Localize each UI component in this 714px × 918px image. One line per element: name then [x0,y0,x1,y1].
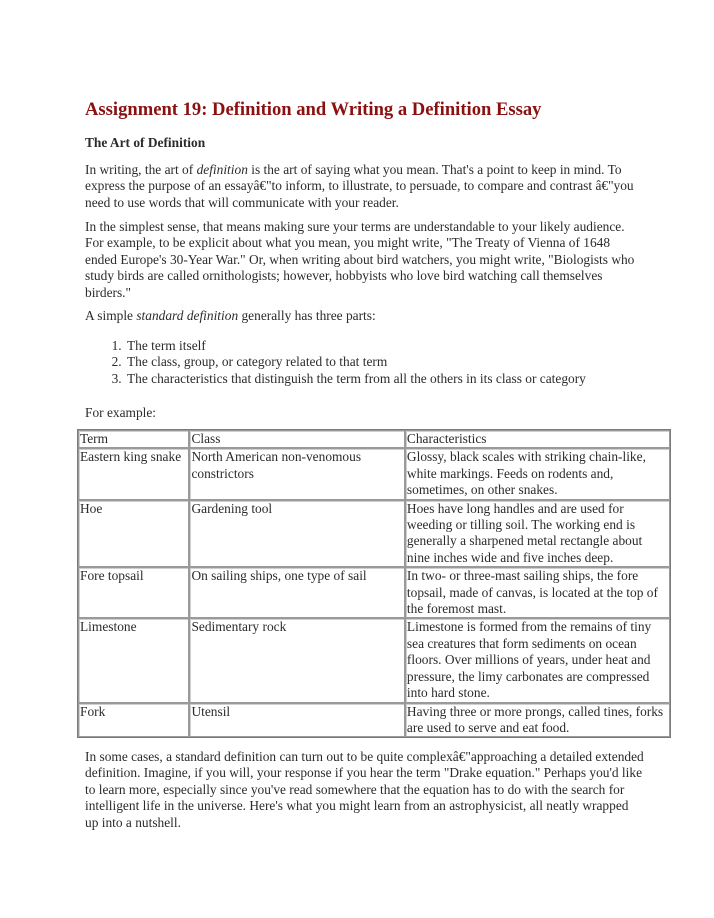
intro-text-end: is the art of saying what you mean. That's a point to keep in mind. To express the purpose of an essayâ€"to inform, to illustrate, to persuade, to compare and contrast â€"you need to use words that will communicate with your reader. [85,162,634,210]
table-row [78,618,670,702]
cell-class: Sedimentary rock [189,618,404,702]
definitions-table [77,429,671,738]
intro-text-start: In writing, the art of [85,162,197,177]
standard-text-end: generally has three parts: [238,308,376,323]
cell-characteristics: In two- or three-mast sailing ships, the fore topsail, made of canvas, is located at the top of the foremost mast. [405,567,670,618]
example-label: For example: [85,405,157,420]
cell-term: Eastern king snake [78,448,189,499]
header-term: Term [78,430,189,448]
standard-definition-paragraph [85,308,645,324]
table-row [78,448,670,499]
definition-parts-list [85,338,685,387]
cell-class: Utensil [189,703,404,738]
intro-paragraph [85,162,645,211]
cell-term: Fore topsail [78,567,189,618]
cell-class: Gardening tool [189,500,404,568]
page-title: Assignment 19: Definition and Writing a Definition Essay [85,99,542,120]
cell-characteristics: Having three or more prongs, called tines, forks are used to serve and eat food. [405,703,670,738]
cell-term: Fork [78,703,189,738]
standard-emphasis: standard definition [136,308,239,323]
cell-characteristics: Glossy, black scales with striking chain-like, white markings. Feeds on rodents and, sometimes, on other snakes. [405,448,670,499]
cell-class: On sailing ships, one type of sail [189,567,404,618]
table-row [78,500,670,568]
section-heading: The Art of Definition [85,135,206,150]
simplest-sense-paragraph: In the simplest sense, that means making sure your terms are understandable to your likely audience. For example, to be explicit about what you mean, you might write, "The Treaty of Vienna of 1648 ended Europe's 30-Year War." Or, when writing about bird watchers, you might write, "Biologists who study birds are called ornithologists; however, hobbyists who love bird watching call themselves birders." [85,219,635,300]
cell-class: North American non-venomous constrictors [189,448,404,499]
header-characteristics: Characteristics [405,430,670,448]
header-class: Class [189,430,404,448]
table-row [78,703,670,738]
list-item: 3. The characteristics that distinguish the term from all the others in its class or category [125,371,685,387]
table-header-row [78,430,670,448]
list-item: 1. The term itself [125,338,685,354]
intro-emphasis: definition [196,162,248,177]
cell-characteristics: Hoes have long handles and are used for weeding or tilling soil. The working end is generally a sharpened metal rectangle about nine inches wide and five inches deep. [405,500,670,568]
table-row [78,567,670,618]
standard-text-start: A simple [85,308,137,323]
cell-term: Hoe [78,500,189,568]
list-item: 2. The class, group, or category related to that term [125,354,685,370]
cell-term: Limestone [78,618,189,702]
cell-characteristics: Limestone is formed from the remains of tiny sea creatures that form sediments on ocean floors. Over millions of years, under heat and pressure, the limy carbonates are compressed into hard stone. [405,618,670,702]
drake-paragraph: In some cases, a standard definition can turn out to be quite complexâ€"approaching a detailed extended definition. Imagine, if you will, your response if you hear the term "Drake equation." Perhaps you'd like to learn more, especially since you've read somewhere that the equation has to do with the search for intelligent life in the universe. Here's what you might learn from an astrophysicist, all neatly wrapped up into a nutshell. [85,749,644,830]
